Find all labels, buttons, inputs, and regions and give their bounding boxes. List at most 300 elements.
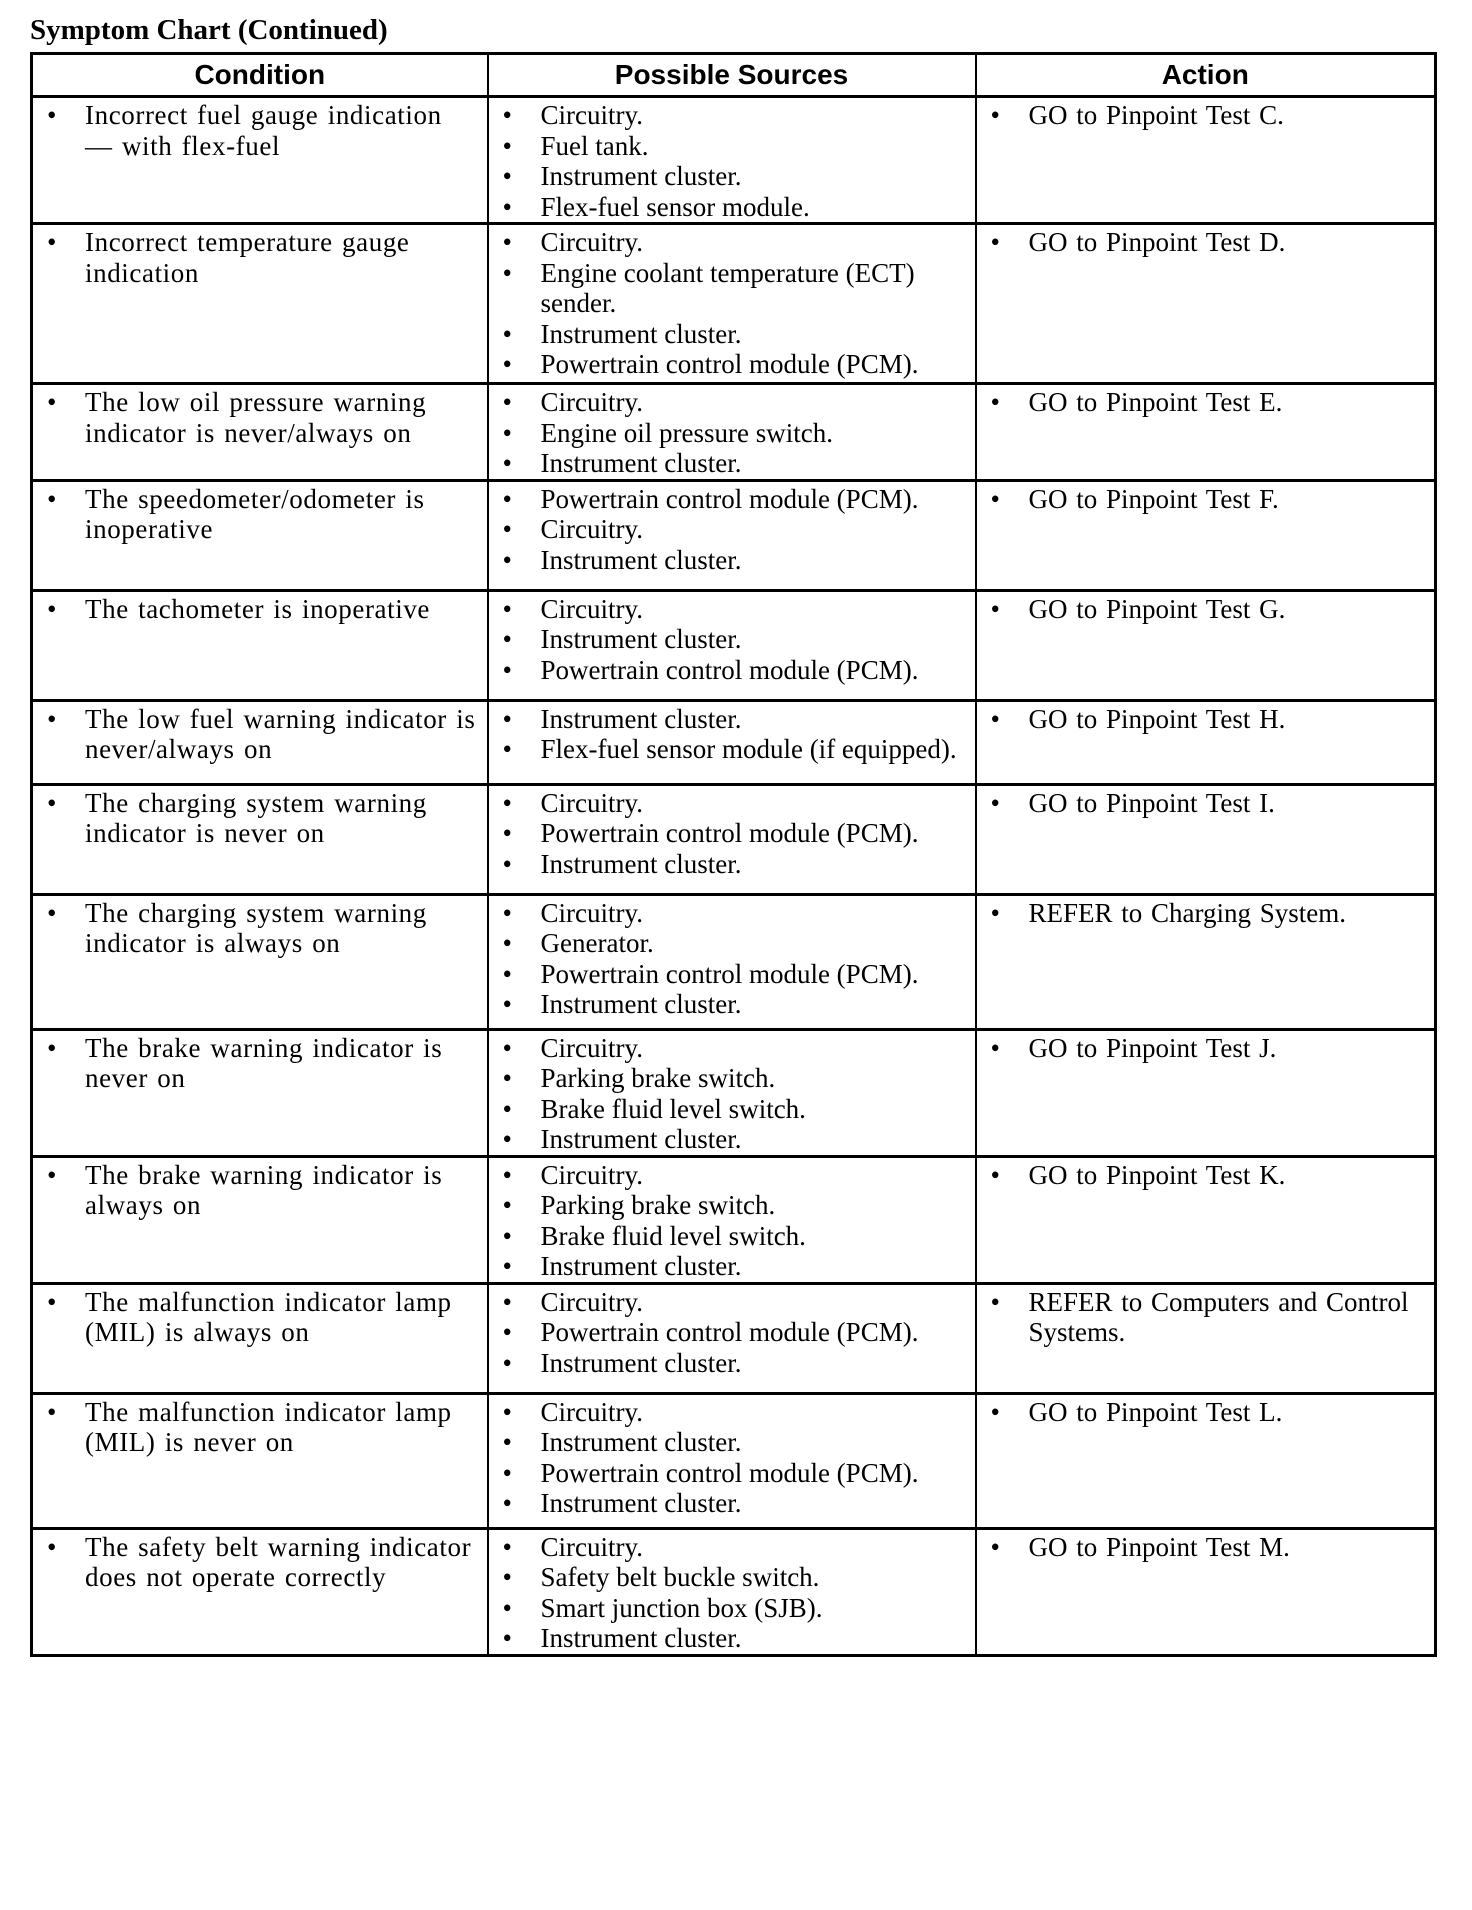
bullet-icon: •	[47, 787, 57, 818]
list-item	[985, 704, 1427, 735]
list-item	[497, 1190, 967, 1221]
list-item-text: The low oil pressure warning indicator is never/always on	[85, 387, 427, 448]
list-item-text: The charging system warning indicator is always on	[85, 897, 427, 958]
bullet-icon: •	[502, 1347, 512, 1378]
bullet-icon: •	[502, 417, 512, 448]
possible-sources-cell	[488, 1283, 976, 1393]
chart-title: Symptom Chart (Continued)	[30, 14, 388, 46]
list-item	[497, 1427, 967, 1458]
list-item-text: The charging system warning indicator is never on	[85, 787, 427, 848]
bullet-icon: •	[502, 387, 512, 417]
table-row	[32, 590, 1436, 700]
list-item-text: Flex-fuel sensor module (if equipped).	[540, 734, 957, 764]
column-header-possible-sources: Possible Sources	[488, 54, 976, 97]
bullet-icon: •	[502, 100, 512, 130]
list-item	[41, 1160, 479, 1221]
condition-cell	[32, 1393, 488, 1528]
list-item-text: Fuel tank.	[540, 130, 649, 161]
list-item-text: GO to Pinpoint Test F.	[1028, 483, 1279, 514]
list-item-text: REFER to Computers and Control Systems.	[1028, 1286, 1409, 1347]
bullet-icon: •	[502, 544, 512, 575]
bullet-list	[41, 898, 479, 959]
list-item	[497, 928, 967, 959]
list-item	[497, 1397, 967, 1428]
bullet-icon: •	[990, 227, 1000, 257]
action-cell	[976, 224, 1436, 384]
document-page	[30, 10, 1434, 1657]
list-item-text: Circuitry.	[540, 1286, 643, 1317]
condition-cell	[32, 784, 488, 894]
list-item	[497, 448, 967, 479]
list-item-text: GO to Pinpoint Test L.	[1028, 1396, 1283, 1427]
possible-sources-cell	[488, 224, 976, 384]
list-item-text: Instrument cluster.	[540, 1623, 742, 1653]
bullet-icon: •	[47, 483, 57, 514]
bullet-icon: •	[502, 1251, 512, 1281]
list-item-text: GO to Pinpoint Test C.	[1028, 100, 1284, 130]
list-item-text: The brake warning indicator is always on	[85, 1159, 443, 1220]
list-item	[41, 898, 479, 959]
bullet-icon: •	[990, 593, 1000, 624]
list-item	[497, 655, 967, 686]
list-item-text: Instrument cluster.	[540, 624, 742, 654]
possible-sources-cell	[488, 1393, 976, 1528]
bullet-icon: •	[47, 1396, 57, 1427]
list-item	[497, 1221, 967, 1252]
bullet-list	[41, 100, 479, 161]
list-item-text: GO to Pinpoint Test K.	[1028, 1159, 1286, 1190]
list-item	[985, 1532, 1427, 1563]
bullet-icon: •	[47, 1286, 57, 1317]
list-item	[497, 1287, 967, 1318]
action-cell	[976, 1029, 1436, 1156]
bullet-icon: •	[502, 130, 512, 161]
bullet-icon: •	[502, 1457, 512, 1488]
list-item	[985, 100, 1427, 131]
list-item-text: Circuitry.	[540, 100, 643, 130]
list-item-text: GO to Pinpoint Test M.	[1028, 1531, 1290, 1562]
list-item	[497, 1317, 967, 1348]
list-item-text: Powertrain control module (PCM).	[540, 1457, 919, 1488]
bullet-list	[497, 788, 967, 880]
list-item-text: Powertrain control module (PCM).	[540, 818, 919, 848]
bullet-list	[41, 387, 479, 448]
table-row	[32, 700, 1436, 784]
list-item-text: Parking brake switch.	[540, 1063, 776, 1093]
list-item-text: Circuitry.	[540, 593, 643, 624]
condition-cell	[32, 1029, 488, 1156]
bullet-icon: •	[502, 989, 512, 1019]
bullet-list	[985, 387, 1427, 418]
bullet-icon: •	[502, 514, 512, 544]
condition-cell	[32, 224, 488, 384]
bullet-list	[497, 1287, 967, 1379]
bullet-icon: •	[47, 227, 57, 257]
bullet-list	[497, 1532, 967, 1654]
bullet-icon: •	[47, 387, 57, 417]
bullet-icon: •	[47, 703, 57, 734]
possible-sources-cell	[488, 590, 976, 700]
list-item	[497, 1160, 967, 1191]
list-item	[497, 349, 967, 380]
bullet-icon: •	[502, 161, 512, 191]
action-cell	[976, 784, 1436, 894]
condition-cell	[32, 700, 488, 784]
list-item	[41, 704, 479, 765]
bullet-icon: •	[502, 593, 512, 624]
bullet-list	[985, 100, 1427, 131]
list-item-text: Circuitry.	[540, 514, 643, 544]
bullet-list	[985, 1287, 1427, 1348]
action-cell	[976, 590, 1436, 700]
column-header-condition: Condition	[32, 54, 488, 97]
list-item	[497, 514, 967, 545]
bullet-icon: •	[990, 1286, 1000, 1317]
list-item	[41, 1397, 479, 1458]
table-row	[32, 384, 1436, 481]
bullet-icon: •	[502, 1063, 512, 1093]
bullet-icon: •	[502, 897, 512, 928]
bullet-icon: •	[502, 1592, 512, 1623]
bullet-icon: •	[502, 703, 512, 734]
bullet-list	[41, 594, 479, 625]
list-item-text: Powertrain control module (PCM).	[540, 1317, 919, 1347]
bullet-icon: •	[502, 1562, 512, 1592]
bullet-list	[985, 898, 1427, 929]
list-item-text: Instrument cluster.	[540, 318, 742, 349]
bullet-list	[985, 1160, 1427, 1191]
list-item	[497, 1562, 967, 1593]
action-cell	[976, 700, 1436, 784]
bullet-list	[497, 227, 967, 380]
action-cell	[976, 1156, 1436, 1283]
list-item	[497, 734, 967, 765]
list-item	[497, 1124, 967, 1155]
list-item	[985, 484, 1427, 515]
bullet-list	[497, 484, 967, 576]
possible-sources-cell	[488, 1156, 976, 1283]
bullet-icon: •	[502, 958, 512, 989]
possible-sources-cell	[488, 384, 976, 481]
list-item-text: Incorrect temperature gauge indication	[85, 227, 410, 288]
list-item-text: GO to Pinpoint Test I.	[1028, 787, 1275, 818]
action-cell	[976, 1528, 1436, 1655]
bullet-list	[497, 1033, 967, 1155]
table-row	[32, 1156, 1436, 1283]
bullet-icon: •	[502, 1427, 512, 1457]
bullet-list	[41, 1397, 479, 1458]
list-item	[985, 898, 1427, 929]
possible-sources-cell	[488, 784, 976, 894]
list-item	[497, 898, 967, 929]
symptom-table	[30, 52, 1437, 1657]
list-item-text: Safety belt buckle switch.	[540, 1562, 820, 1592]
list-item-text: The tachometer is inoperative	[85, 593, 431, 624]
bullet-icon: •	[502, 1159, 512, 1190]
list-item-text: Instrument cluster.	[540, 448, 742, 478]
list-item-text: Circuitry.	[540, 1159, 643, 1190]
bullet-icon: •	[990, 897, 1000, 928]
bullet-icon: •	[990, 703, 1000, 734]
bullet-list	[985, 227, 1427, 258]
bullet-list	[985, 704, 1427, 735]
condition-cell	[32, 97, 488, 224]
list-item-text: Instrument cluster.	[540, 989, 742, 1019]
bullet-list	[41, 227, 479, 288]
list-item-text: Circuitry.	[540, 1531, 643, 1562]
condition-cell	[32, 384, 488, 481]
list-item	[497, 818, 967, 849]
bullet-icon: •	[502, 928, 512, 958]
bullet-list	[41, 1160, 479, 1221]
column-header-action: Action	[976, 54, 1436, 97]
bullet-icon: •	[990, 100, 1000, 130]
list-item-text: Brake fluid level switch.	[540, 1093, 806, 1124]
bullet-icon: •	[502, 227, 512, 257]
bullet-icon: •	[502, 1124, 512, 1154]
list-item-text: Circuitry.	[540, 227, 643, 257]
list-item	[985, 1397, 1427, 1428]
list-item	[497, 484, 967, 515]
list-item-text: The safety belt warning indicator does not operate correctly	[85, 1531, 472, 1592]
list-item	[41, 227, 479, 288]
list-item-text: Generator.	[540, 928, 654, 958]
bullet-icon: •	[990, 1032, 1000, 1063]
bullet-icon: •	[502, 191, 512, 222]
table-row	[32, 894, 1436, 1029]
list-item-text: Instrument cluster.	[540, 1124, 742, 1154]
bullet-icon: •	[502, 1623, 512, 1653]
bullet-icon: •	[990, 387, 1000, 417]
possible-sources-cell	[488, 894, 976, 1029]
possible-sources-cell	[488, 1029, 976, 1156]
list-item	[497, 594, 967, 625]
list-item	[497, 1488, 967, 1519]
list-item-text: Flex-fuel sensor module.	[540, 191, 810, 222]
bullet-list	[985, 1033, 1427, 1064]
bullet-icon: •	[502, 1317, 512, 1347]
bullet-list	[41, 1532, 479, 1593]
list-item-text: Powertrain control module (PCM).	[540, 483, 919, 514]
possible-sources-cell	[488, 97, 976, 224]
bullet-icon: •	[502, 624, 512, 654]
list-item-text: Powertrain control module (PCM).	[540, 958, 919, 989]
list-item	[41, 1287, 479, 1348]
list-item	[497, 1593, 967, 1624]
list-item-text: The speedometer/odometer is inoperative	[85, 483, 425, 544]
list-item	[497, 319, 967, 350]
bullet-list	[985, 484, 1427, 515]
bullet-icon: •	[990, 1159, 1000, 1190]
list-item-text: Instrument cluster.	[540, 1251, 742, 1281]
list-item	[497, 959, 967, 990]
bullet-icon: •	[502, 734, 512, 764]
bullet-icon: •	[47, 1531, 57, 1562]
action-cell	[976, 1393, 1436, 1528]
list-item	[497, 1348, 967, 1379]
list-item	[497, 788, 967, 819]
table-row	[32, 1528, 1436, 1655]
list-item-text: REFER to Charging System.	[1028, 897, 1347, 928]
bullet-list	[985, 1397, 1427, 1428]
list-item	[497, 1033, 967, 1064]
action-cell	[976, 480, 1436, 590]
list-item-text: GO to Pinpoint Test E.	[1028, 387, 1283, 417]
list-item	[41, 1033, 479, 1094]
table-row	[32, 784, 1436, 894]
bullet-icon: •	[47, 1159, 57, 1190]
bullet-list	[41, 1033, 479, 1094]
bullet-icon: •	[502, 787, 512, 818]
list-item	[497, 387, 967, 418]
list-item	[41, 387, 479, 448]
table-row	[32, 1283, 1436, 1393]
list-item	[985, 1033, 1427, 1064]
list-item	[497, 131, 967, 162]
bullet-icon: •	[990, 1396, 1000, 1427]
list-item	[41, 788, 479, 849]
list-item-text: Smart junction box (SJB).	[540, 1592, 823, 1623]
list-item-text: The brake warning indicator is never on	[85, 1032, 443, 1093]
list-item-text: Engine oil pressure switch.	[540, 417, 833, 448]
condition-cell	[32, 1283, 488, 1393]
bullet-icon: •	[502, 1531, 512, 1562]
bullet-icon: •	[502, 1396, 512, 1427]
list-item-text: Circuitry.	[540, 387, 643, 417]
possible-sources-cell	[488, 700, 976, 784]
list-item-text: Brake fluid level switch.	[540, 1220, 806, 1251]
list-item	[497, 1251, 967, 1282]
list-item-text: Circuitry.	[540, 897, 643, 928]
bullet-icon: •	[502, 654, 512, 685]
bullet-icon: •	[502, 349, 512, 379]
bullet-icon: •	[502, 1488, 512, 1518]
action-cell	[976, 1283, 1436, 1393]
list-item	[497, 1532, 967, 1563]
list-item	[497, 1094, 967, 1125]
action-cell	[976, 894, 1436, 1029]
list-item	[985, 1160, 1427, 1191]
bullet-list	[497, 1160, 967, 1282]
list-item-text: Circuitry.	[540, 787, 643, 818]
list-item-text: Incorrect fuel gauge indication — with flex-fuel	[85, 100, 442, 161]
bullet-list	[41, 788, 479, 849]
list-item	[497, 849, 967, 880]
list-item-text: Instrument cluster.	[540, 1347, 742, 1378]
bullet-icon: •	[502, 257, 512, 288]
bullet-icon: •	[47, 897, 57, 928]
possible-sources-cell	[488, 480, 976, 590]
table-row	[32, 1393, 1436, 1528]
list-item-text: GO to Pinpoint Test D.	[1028, 227, 1286, 257]
bullet-icon: •	[502, 1093, 512, 1124]
list-item	[497, 545, 967, 576]
bullet-list	[497, 387, 967, 479]
list-item	[497, 704, 967, 735]
bullet-list	[497, 704, 967, 765]
condition-cell	[32, 480, 488, 590]
bullet-icon: •	[47, 100, 57, 130]
bullet-icon: •	[502, 1220, 512, 1251]
bullet-list	[497, 594, 967, 686]
list-item-text: Instrument cluster.	[540, 1427, 742, 1457]
list-item	[497, 192, 967, 223]
list-item-text: Parking brake switch.	[540, 1190, 776, 1220]
action-cell	[976, 97, 1436, 224]
list-item-text: The malfunction indicator lamp (MIL) is always on	[85, 1286, 452, 1347]
list-item-text: GO to Pinpoint Test H.	[1028, 703, 1286, 734]
list-item-text: Powertrain control module (PCM).	[540, 349, 919, 379]
list-item	[41, 484, 479, 545]
bullet-icon: •	[502, 848, 512, 879]
list-item-text: The malfunction indicator lamp (MIL) is never on	[85, 1396, 452, 1457]
bullet-icon: •	[990, 483, 1000, 514]
bullet-icon: •	[502, 483, 512, 514]
list-item	[41, 1532, 479, 1593]
bullet-list	[985, 594, 1427, 625]
table-row	[32, 1029, 1436, 1156]
list-item-text: Powertrain control module (PCM).	[540, 654, 919, 685]
bullet-icon: •	[502, 818, 512, 848]
bullet-icon: •	[502, 448, 512, 478]
list-item-text: Instrument cluster.	[540, 848, 742, 879]
bullet-list	[497, 898, 967, 1020]
list-item	[497, 227, 967, 258]
bullet-icon: •	[47, 593, 57, 624]
condition-cell	[32, 1528, 488, 1655]
list-item-text: Instrument cluster.	[540, 161, 742, 191]
table-row	[32, 224, 1436, 384]
list-item-text: GO to Pinpoint Test J.	[1028, 1032, 1277, 1063]
bullet-list	[41, 704, 479, 765]
condition-cell	[32, 590, 488, 700]
list-item	[497, 100, 967, 131]
bullet-icon: •	[502, 1032, 512, 1063]
list-item-text: Instrument cluster.	[540, 703, 742, 734]
table-body	[32, 97, 1436, 1656]
bullet-list	[985, 788, 1427, 819]
bullet-icon: •	[990, 1531, 1000, 1562]
header-row	[32, 54, 1436, 97]
list-item	[985, 227, 1427, 258]
bullet-icon: •	[502, 318, 512, 349]
list-item	[497, 258, 967, 319]
table-row	[32, 480, 1436, 590]
list-item	[497, 1063, 967, 1094]
bullet-icon: •	[990, 787, 1000, 818]
list-item	[497, 989, 967, 1020]
bullet-icon: •	[502, 1190, 512, 1220]
list-item	[41, 100, 479, 161]
list-item	[41, 594, 479, 625]
possible-sources-cell	[488, 1528, 976, 1655]
list-item	[497, 1458, 967, 1489]
list-item	[497, 1623, 967, 1654]
bullet-list	[41, 484, 479, 545]
list-item	[985, 788, 1427, 819]
bullet-list	[41, 1287, 479, 1348]
list-item-text: Instrument cluster.	[540, 544, 742, 575]
list-item	[985, 387, 1427, 418]
list-item-text: The low fuel warning indicator is never/always on	[85, 703, 476, 764]
list-item	[497, 161, 967, 192]
bullet-list	[497, 1397, 967, 1519]
condition-cell	[32, 1156, 488, 1283]
bullet-list	[497, 100, 967, 222]
list-item-text: Engine coolant temperature (ECT) sender.	[540, 257, 915, 318]
action-cell	[976, 384, 1436, 481]
list-item	[497, 624, 967, 655]
